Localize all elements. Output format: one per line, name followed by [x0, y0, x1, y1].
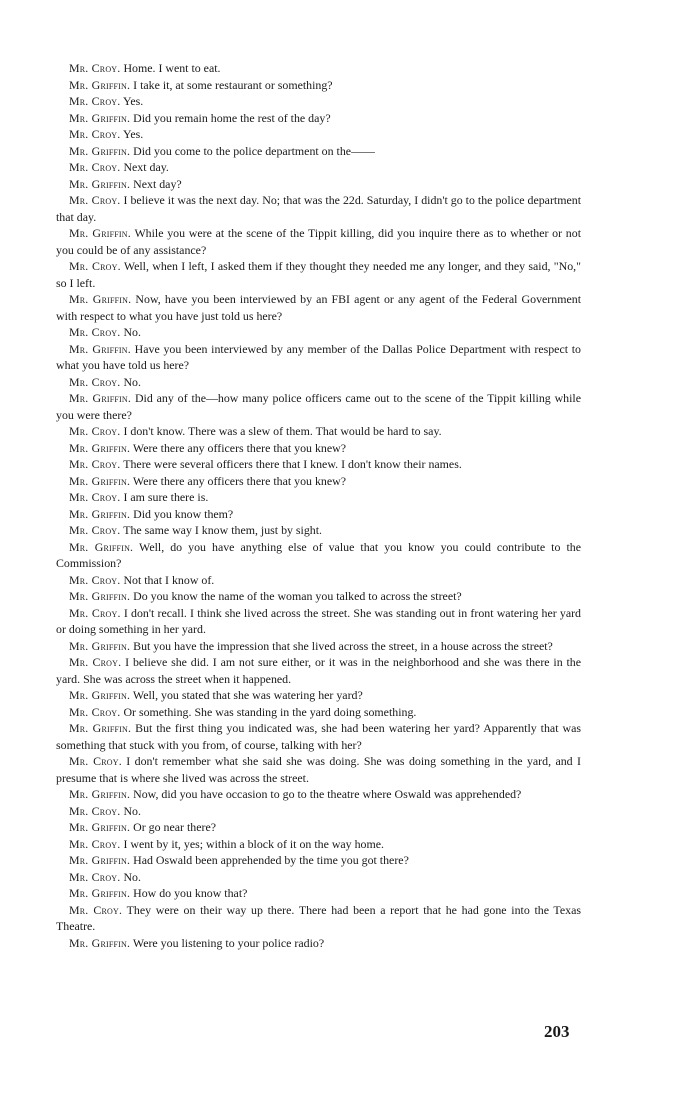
transcript-paragraph — [56, 77, 581, 94]
transcript-body — [56, 60, 581, 951]
transcript-paragraph — [56, 390, 581, 423]
speaker-name: Mr. Griffin. — [69, 391, 132, 405]
speaker-name: Mr. Griffin. — [69, 787, 131, 801]
testimony-text: While you were at the scene of the Tippit killing, did you inquire there as to whether or not you could be of any assistance? — [56, 226, 581, 257]
transcript-paragraph — [56, 885, 581, 902]
transcript-paragraph — [56, 126, 581, 143]
speaker-name: Mr. Croy. — [69, 424, 121, 438]
transcript-paragraph — [56, 753, 581, 786]
testimony-text: No. — [123, 374, 141, 389]
transcript-paragraph — [56, 786, 581, 803]
transcript-paragraph — [56, 324, 581, 341]
transcript-paragraph — [56, 192, 581, 225]
transcript-paragraph — [56, 588, 581, 605]
testimony-text: But the first thing you indicated was, she had been watering her yard? Apparently that was something that stuck with you from, of course, talking with her? — [56, 721, 581, 752]
speaker-name: Mr. Griffin. — [69, 589, 131, 603]
speaker-name: Mr. Griffin. — [69, 820, 131, 834]
testimony-text: Well, you stated that she was watering her yard? — [132, 688, 363, 702]
speaker-name: Mr. Croy. — [69, 869, 121, 884]
testimony-text: Well, do you have anything else of value that you know you could contribute to the Commission? — [56, 539, 581, 570]
transcript-paragraph — [56, 506, 581, 523]
speaker-name: Mr. Griffin. — [69, 506, 131, 521]
transcript-paragraph — [56, 110, 581, 127]
speaker-name: Mr. Griffin. — [69, 638, 131, 653]
speaker-name: Mr. Croy. — [69, 374, 121, 389]
speaker-name: Mr. Croy. — [69, 655, 122, 669]
speaker-name: Mr. Griffin. — [69, 110, 131, 125]
transcript-paragraph — [56, 225, 581, 258]
speaker-name: Mr. Croy. — [69, 803, 121, 818]
speaker-name: Mr. Griffin. — [69, 853, 131, 867]
transcript-paragraph — [56, 93, 581, 110]
speaker-name: Mr. Croy. — [69, 127, 121, 141]
transcript-paragraph — [56, 852, 581, 869]
transcript-paragraph — [56, 473, 581, 490]
speaker-name: Mr. Griffin. — [69, 935, 131, 950]
testimony-text: I don't recall. I think she lived across the street. She was standing out in front watering her yard or doing something in her yard. — [56, 605, 582, 636]
transcript-paragraph — [56, 720, 581, 753]
testimony-text: I went by it, yes; within a block of it on the way home. — [123, 836, 384, 851]
testimony-text: Next day. — [123, 160, 169, 174]
testimony-text: Did you come to the police department on the—— — [133, 143, 375, 158]
speaker-name: Mr. Griffin. — [69, 292, 132, 306]
speaker-name: Mr. Croy. — [69, 605, 121, 620]
speaker-name: Mr. Croy. — [69, 523, 121, 537]
speaker-name: Mr. Croy. — [69, 193, 121, 207]
transcript-paragraph — [56, 638, 581, 655]
speaker-name: Mr. Griffin. — [69, 143, 131, 158]
testimony-text: Were there any officers there that you knew? — [132, 440, 347, 455]
testimony-text: No. — [123, 325, 141, 339]
transcript-paragraph — [56, 572, 581, 589]
speaker-name: Mr. Croy. — [69, 490, 121, 504]
transcript-paragraph — [56, 60, 581, 77]
transcript-paragraph — [56, 869, 581, 886]
speaker-name: Mr. Griffin. — [69, 539, 134, 554]
testimony-text: No. — [123, 803, 141, 818]
transcript-paragraph — [56, 159, 581, 176]
testimony-text: I don't know. There was a slew of them. That would be hard to say. — [123, 424, 442, 438]
speaker-name: Mr. Griffin. — [69, 341, 131, 356]
testimony-text: No. — [123, 869, 141, 884]
transcript-paragraph — [56, 341, 581, 374]
testimony-text: Yes. — [122, 94, 144, 108]
speaker-name: Mr. Croy. — [69, 160, 121, 174]
page-number: 203 — [544, 1022, 570, 1041]
testimony-text: I take it, at some restaurant or something? — [133, 77, 333, 92]
transcript-paragraph — [56, 456, 581, 473]
testimony-text: Yes. — [122, 127, 144, 141]
speaker-name: Mr. Croy. — [69, 836, 121, 851]
transcript-paragraph — [56, 819, 581, 836]
transcript-paragraph — [56, 803, 581, 820]
testimony-text: Or go near there? — [133, 820, 216, 834]
speaker-name: Mr. Griffin. — [69, 226, 131, 240]
testimony-text: Home. I went to eat. — [123, 61, 221, 75]
testimony-text: Now, did you have occasion to go to the theatre where Oswald was apprehended? — [133, 787, 522, 801]
testimony-text: How do you know that? — [133, 886, 248, 900]
transcript-paragraph — [56, 423, 581, 440]
speaker-name: Mr. Croy. — [69, 94, 121, 108]
testimony-text: Now, have you been interviewed by an FBI agent or any agent of the Federal Government with respect to what you have just told us here? — [56, 292, 581, 323]
speaker-name: Mr. Croy. — [69, 325, 121, 339]
transcript-paragraph — [56, 539, 581, 572]
transcript-paragraph — [56, 704, 581, 721]
speaker-name: Mr. Croy. — [69, 259, 121, 273]
speaker-name: Mr. Griffin. — [69, 440, 131, 455]
speaker-name: Mr. Griffin. — [69, 721, 132, 735]
testimony-text: I believe it was the next day. No; that was the 22d. Saturday, I didn't go to the police department that day. — [56, 193, 581, 224]
testimony-text: They were on their way up there. There had been a report that he had gone into the Texas Theatre. — [56, 902, 581, 933]
testimony-text: Or something. She was standing in the yard doing something. — [123, 704, 417, 719]
testimony-text: The same way I know them, just by sight. — [123, 523, 323, 537]
speaker-name: Mr. Griffin. — [69, 473, 131, 488]
testimony-text: Had Oswald been apprehended by the time you got there? — [133, 853, 409, 867]
testimony-text: Next day? — [133, 176, 182, 191]
transcript-paragraph — [56, 374, 581, 391]
testimony-text: But you have the impression that she lived across the street, in a house across the street? — [133, 638, 553, 653]
speaker-name: Mr. Croy. — [69, 704, 121, 719]
testimony-text: Did you know them? — [133, 506, 234, 521]
transcript-paragraph — [56, 522, 581, 539]
transcript-paragraph — [56, 836, 581, 853]
speaker-name: Mr. Croy. — [69, 61, 121, 75]
transcript-paragraph — [56, 605, 581, 638]
testimony-text: I am sure there is. — [123, 490, 209, 504]
speaker-name: Mr. Griffin. — [69, 176, 131, 191]
transcript-paragraph — [56, 258, 581, 291]
transcript-paragraph — [56, 176, 581, 193]
transcript-paragraph — [56, 654, 581, 687]
transcript-paragraph — [56, 440, 581, 457]
testimony-text: Were you listening to your police radio? — [132, 935, 325, 950]
transcript-paragraph — [56, 143, 581, 160]
testimony-text: Not that I know of. — [123, 572, 215, 587]
speaker-name: Mr. Griffin. — [69, 688, 131, 702]
testimony-text: I don't remember what she said she was doing. She was doing something in the yard, and I presume that is where she lived was across the street. — [56, 754, 581, 785]
testimony-text: Have you been interviewed by any member of the Dallas Police Department with respect to what you have told us here? — [56, 341, 581, 372]
speaker-name: Mr. Croy. — [69, 572, 121, 587]
speaker-name: Mr. Griffin. — [69, 77, 131, 92]
testimony-text: There were several officers there that I knew. I don't know their names. — [123, 457, 462, 471]
testimony-text: Did any of the—how many police officers came out to the scene of the Tippit killing while you were there? — [56, 391, 581, 422]
transcript-paragraph — [56, 935, 581, 952]
speaker-name: Mr. Croy. — [69, 902, 123, 917]
transcript-paragraph — [56, 902, 581, 935]
transcript-paragraph — [56, 291, 581, 324]
transcript-paragraph — [56, 687, 581, 704]
testimony-text: Did you remain home the rest of the day? — [133, 110, 331, 125]
speaker-name: Mr. Croy. — [69, 754, 122, 768]
speaker-name: Mr. Griffin. — [69, 886, 131, 900]
transcript-paragraph — [56, 489, 581, 506]
testimony-text: Do you know the name of the woman you talked to across the street? — [133, 589, 462, 603]
speaker-name: Mr. Croy. — [69, 457, 121, 471]
testimony-text: Were there any officers there that you knew? — [132, 473, 347, 488]
testimony-text: Well, when I left, I asked them if they thought they needed me any longer, and they said, "No," so I left. — [56, 259, 582, 290]
testimony-text: I believe she did. I am not sure either, or it was in the neighborhood and she was there in the yard. She was across the street when it happened. — [56, 655, 581, 686]
